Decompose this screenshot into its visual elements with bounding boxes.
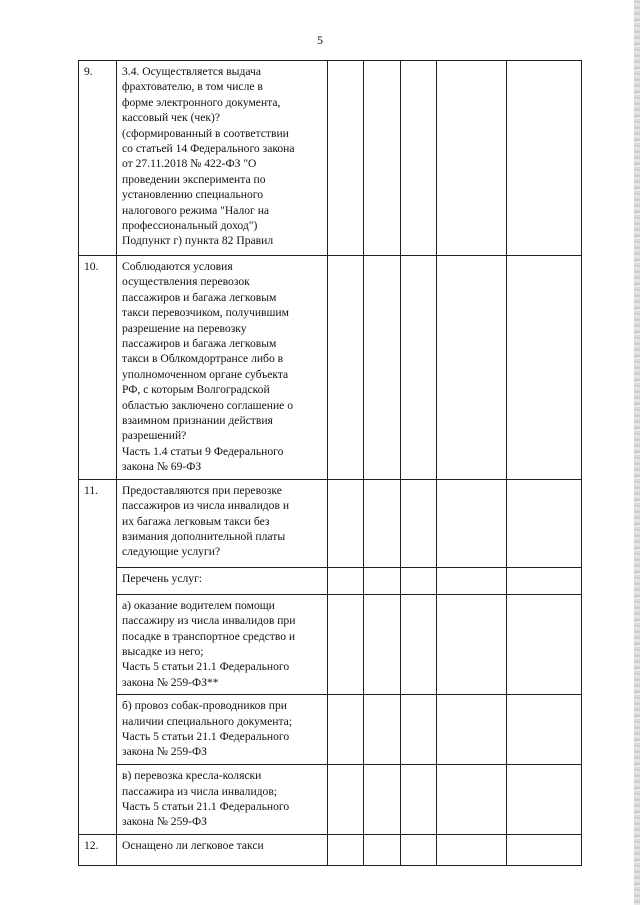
answer-cell [437,479,507,567]
question-line: РФ, с которым Волгоградской [122,383,270,397]
question-line: Перечень услуг: [122,571,203,585]
question-line: 3.4. Осуществляется выдача [122,65,262,78]
question-line: пассажиров и багажа легковым [122,337,277,351]
question-line: форме электронного документа, [122,95,281,109]
question-line: фрахтователю, в том числе в [122,80,263,94]
table-subrow [79,567,582,594]
question-line: налогового режима "Налог на [122,203,270,217]
table-subrow [79,695,582,765]
answer-cell [364,695,401,765]
question-line: Часть 5 статьи 21.1 Федерального [122,729,290,743]
question-line: областью заключено соглашение о [122,398,294,412]
question-line: следующие услуги? [122,545,221,559]
answer-cell [328,256,364,480]
question-line: Соблюдаются условия [122,260,233,273]
table-row [79,834,582,865]
answer-cell [507,567,582,594]
answer-cell [437,256,507,480]
question-line: Оснащено ли легковое такси [122,838,264,852]
question-line: проведении эксперимента по [122,172,266,186]
answer-cell [507,61,582,256]
answer-cell [364,61,401,256]
row-number: 9. [79,61,117,256]
table-subrow [79,594,582,694]
row-number: 11. [79,479,117,834]
question-line: профессиональный доход") [122,219,258,233]
service-item [117,567,328,594]
question-line: Часть 5 статьи 21.1 Федерального [122,799,290,813]
answer-cell [364,594,401,694]
answer-cell [401,256,437,480]
question-line: Предоставляются при перевозке [122,483,282,497]
answer-cell [328,695,364,765]
scan-edge [634,0,640,905]
answer-cell [401,695,437,765]
table-row [79,61,582,256]
answer-cell [437,594,507,694]
row-number: 12. [79,834,117,865]
question-line: а) оказание водителем помощи [122,598,275,612]
question-line: высадке из него; [122,644,204,658]
question-line: осуществления перевозок [122,275,250,289]
answer-cell [401,765,437,835]
question-line: Часть 1.4 статьи 9 Федерального [122,444,284,458]
question-line: их багажа легковым такси без [122,514,270,528]
question-line: Часть 5 статьи 21.1 Федерального [122,660,290,674]
answer-cell [507,256,582,480]
answer-cell [328,594,364,694]
question-line: такси перевозчиком, получившим [122,306,289,320]
question-line: пассажиров и багажа легковым [122,290,277,304]
question-text [117,479,328,567]
answer-cell [507,479,582,567]
page-number: 5 [317,33,323,47]
answer-cell [328,765,364,835]
table-subrow [79,765,582,835]
question-line: закона № 259-ФЗ [122,815,207,829]
question-line: закона № 69-ФЗ [122,460,202,474]
question-line: взимания дополнительной платы [122,529,286,543]
question-line: взаимном признании действия [122,414,273,428]
question-line: пассажиру из числа инвалидов при [122,614,296,628]
question-line: установлению специального [122,188,264,202]
answer-cell [437,834,507,865]
answer-cell [364,479,401,567]
question-line: разрешение на перевозку [122,321,247,335]
checklist-table [78,60,582,866]
service-item [117,695,328,765]
answer-cell [328,479,364,567]
answer-cell [328,61,364,256]
service-item [117,594,328,694]
question-line: со статьей 14 Федерального закона [122,142,295,156]
answer-cell [328,567,364,594]
question-line: Подпункт г) пункта 82 Правил [122,234,274,248]
question-line: разрешений? [122,429,187,443]
answer-cell [401,479,437,567]
question-line: (сформированный в соответствии [122,126,289,140]
question-line: посадке в транспортное средство и [122,629,296,643]
row-number: 10. [79,256,117,480]
answer-cell [507,834,582,865]
question-text [117,834,328,865]
answer-cell [507,594,582,694]
question-line: такси в Облкомдортрансе либо в [122,352,284,366]
answer-cell [437,765,507,835]
service-item [117,765,328,835]
question-line: закона № 259-ФЗ [122,745,207,759]
answer-cell [401,834,437,865]
question-line: пассажира из числа инвалидов; [122,784,278,798]
question-line: закона № 259-ФЗ** [122,675,219,689]
answer-cell [507,695,582,765]
question-line: пассажиров из числа инвалидов и [122,499,290,513]
answer-cell [364,834,401,865]
answer-cell [401,567,437,594]
question-text [117,256,328,480]
answer-cell [364,765,401,835]
answer-cell [437,695,507,765]
answer-cell [328,834,364,865]
answer-cell [507,765,582,835]
question-line: от 27.11.2018 № 422-ФЗ "О [122,157,257,171]
answer-cell [437,567,507,594]
question-line: б) провоз собак-проводников при [122,699,287,713]
table-row [79,479,582,567]
question-line: кассовый чек (чек)? [122,111,221,125]
question-line: наличии специального документа; [122,714,293,728]
table-row [79,256,582,480]
answer-cell [401,594,437,694]
answer-cell [401,61,437,256]
question-text [117,61,328,256]
question-line: уполномоченном органе субъекта [122,367,289,381]
answer-cell [437,61,507,256]
question-line: в) перевозка кресла-коляски [122,769,262,783]
answer-cell [364,256,401,480]
answer-cell [364,567,401,594]
